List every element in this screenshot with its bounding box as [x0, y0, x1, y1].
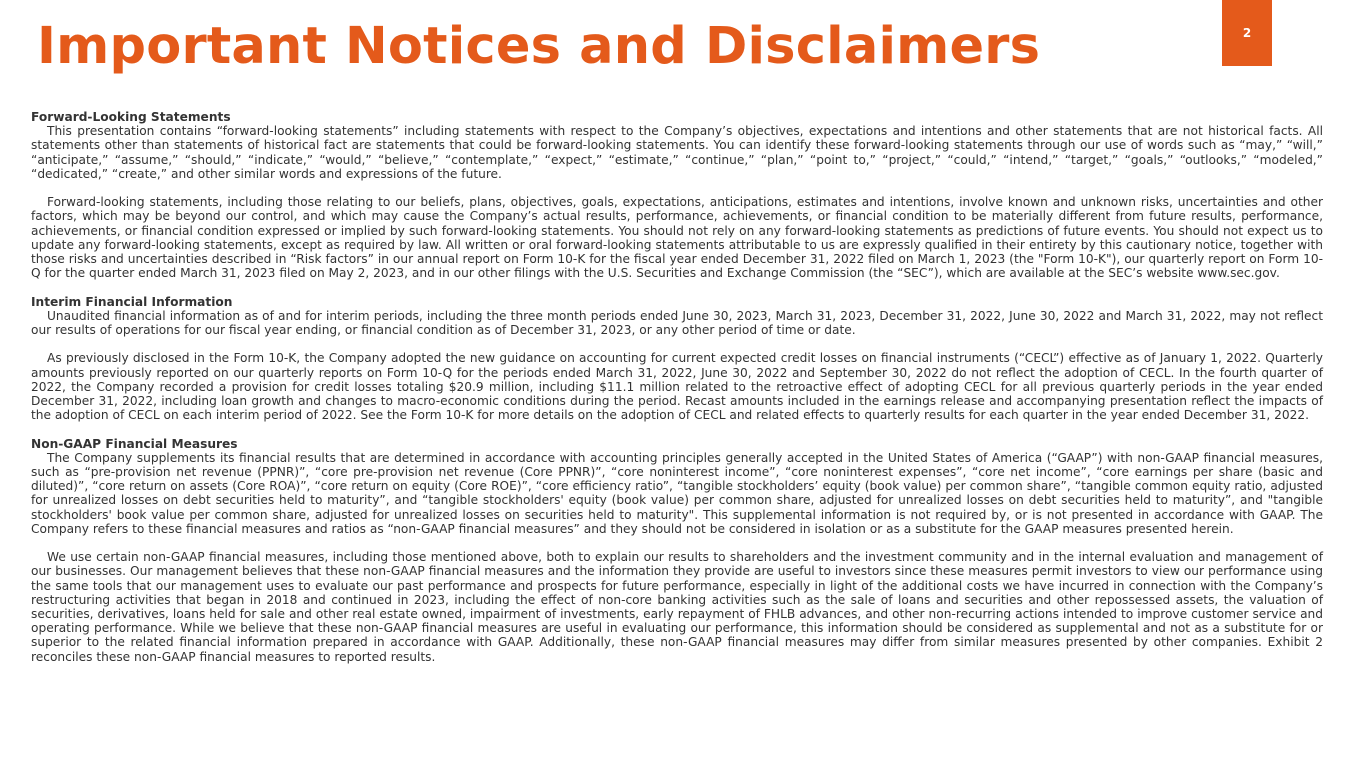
paragraph: This presentation contains “forward-looking statements” including statements with respect to the Company’s objectives, expectations and intentions and other statements that are not historical facts. All statements other than statements of historical fact are statements that could be forward-looking statements. You can identify these forward-looking statements through our use of words such as “may,” “will,” “anticipate,” “assume,” “should,” “indicate,” “would,” “believe,” “contemplate,” “expect,” “estimate,” “continue,” “plan,” “point to,” “project,” “could,” “intend,” “target,” “goals,” “outlooks,” “modeled,” “dedicated,” “create,” and other similar words and expressions of the future. — [31, 124, 1323, 181]
section-non-gaap — [31, 437, 1323, 664]
section-heading: Interim Financial Information — [31, 294, 233, 309]
paragraph: As previously disclosed in the Form 10-K, the Company adopted the new guidance on accounting for current expected credit losses on financial instruments (“CECL”) effective as of January 1, 2022. Quarterly amounts previously reported on our quarterly reports on Form 10-Q for the periods ended March 31, 2022, June 30, 2022 and September 30, 2022 do not reflect the adoption of CECL. In the fourth quarter of 2022, the Company recorded a provision for credit losses totaling $20.9 million, including $11.1 million related to the retroactive effect of adopting CECL for all previous quarterly periods in the year ended December 31, 2022, including loan growth and changes to macro-economic conditions during the period. Recast amounts included in the earnings release and accompanying presentation reflect the impacts of the adoption of CECL on each interim period of 2022. See the Form 10-K for more details on the adoption of CECL and related effects to quarterly results for each quarter in the year ended December 31, 2022. — [31, 351, 1323, 423]
paragraph: Unaudited financial information as of and for interim periods, including the three month periods ended June 30, 2023, March 31, 2023, December 31, 2022, June 30, 2022 and March 31, 2022, may not reflect our results of operations for our fiscal year ending, or financial condition as of December 31, 2023, or any other period of time or date. — [31, 308, 1323, 338]
section-heading: Forward-Looking Statements — [31, 110, 231, 124]
section-forward-looking — [31, 110, 1323, 280]
paragraph: Forward-looking statements, including those relating to our beliefs, plans, objectives, goals, expectations, anticipations, estimates and intentions, involve known and unknown risks, uncertainties and other factors, which may be beyond our control, and which may cause the Company’s actual results, performance, achievements, or financial condition to be materially different from future results, performance, achievements, or financial condition expressed or implied by such forward-looking statements. You should not rely on any forward-looking statements as predictions of future events. You should not expect us to update any forward-looking statements, except as required by law. All written or oral forward-looking statements attributable to us are expressly qualified in their entirety by this cautionary notice, together with those risks and uncertainties described in “Risk factors” in our annual report on Form 10-K for the fiscal year ended December 31, 2022 filed on March 1, 2023 (the "Form 10-K"), our quarterly report on Form 10-Q for the quarter ended March 31, 2023 filed on May 2, 2023, and in our other filings with the U.S. Securities and Exchange Commission (the “SEC”), which are available at the SEC’s website www.sec.gov. — [31, 195, 1323, 281]
section-interim-financial — [31, 295, 1323, 423]
section-heading: Non-GAAP Financial Measures — [31, 436, 238, 451]
paragraph: The Company supplements its financial results that are determined in accordance with accounting principles generally accepted in the United States of America (“GAAP”) with non-GAAP financial measures, such as “pre-provision net revenue (PPNR)”, “core pre-provision net revenue (Core PPNR)”, “core noninterest income”, “core noninterest expenses”, “core net income”, “core earnings per share (basic and diluted)”, “core return on assets (Core ROA)”, “core return on equity (Core ROE)”, “core efficiency ratio”, “tangible stockholders’ equity (book value) per common share”, “tangible common equity ratio, adjusted for unrealized losses on debt securities held to maturity”, and “tangible stockholders' equity (book value) per common share, adjusted for unrealized losses on debt securities held to maturity”, and "tangible stockholders' book value per common share, adjusted for unrealized losses on securities held to maturity". This supplemental information is not required by, or is not presented in accordance with GAAP. The Company refers to these financial measures and ratios as “non-GAAP financial measures” and they should not be considered in isolation or as a substitute for the GAAP measures presented herein. — [31, 450, 1323, 536]
paragraph: We use certain non-GAAP financial measures, including those mentioned above, both to explain our results to shareholders and the investment community and in the internal evaluation and management of our businesses. Our management believes that these non-GAAP financial measures and the information they provide are useful to investors since these measures permit investors to view our performance using the same tools that our management uses to evaluate our past performance and prospects for future performance, especially in light of the additional costs we have incurred in connection with the Company’s restructuring activities that began in 2018 and continued in 2023, including the effect of non-core banking activities such as the sale of loans and securities and other repossessed assets, the valuation of securities, derivatives, loans held for sale and other real estate owned, impairment of investments, early repayment of FHLB advances, and other non-recurring actions intended to improve customer service and operating performance. While we believe that these non-GAAP financial measures are useful in evaluating our performance, this information should be considered as supplemental and not as a substitute for or superior to the related financial information prepared in accordance with GAAP. Additionally, these non-GAAP financial measures may differ from similar measures presented by other companies. Exhibit 2 reconciles these non-GAAP financial measures to reported results. — [31, 550, 1323, 664]
page-number-badge: 2 — [1222, 0, 1272, 66]
page-title: Important Notices and Disclaimers — [37, 17, 1041, 76]
disclaimer-body — [31, 110, 1323, 678]
